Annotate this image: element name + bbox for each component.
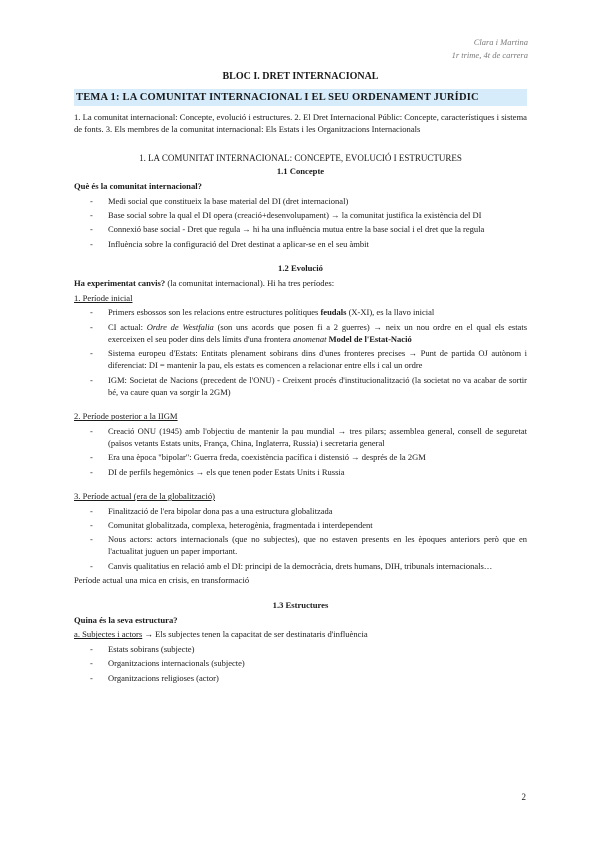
list-item: - Estats sobirans (subjecte) — [90, 643, 195, 654]
list-item: - Comunitat globalitzada, complexa, heterogènia, fragmentada i interdependent — [90, 519, 373, 530]
list-item: - Medi social que constitueix la base material del DI (dret internacional) — [90, 195, 349, 206]
list-item: - Base social sobre la qual el DI opera (creació+desenvolupament) → la comunitat justifica la existència del DI — [90, 209, 482, 220]
period-3-list — [74, 505, 527, 573]
list-item: - Era una època "bipolar": Guerra freda, coexistència pacífica i distensió → després de la 2GM — [90, 452, 426, 463]
list-item: - Influència sobre la configuració del Dret destinat a aplicar-se en el seu àmbit — [90, 238, 369, 249]
estructures-subjectes: a. Subjectes i actors → Els subjectes tenen la capacitat de ser destinataris d'influència — [74, 629, 368, 640]
tema-intro: 1. La comunitat internacional: Concepte, evolució i estructures. 2. El Dret Internacional Públic: Concepte, característiques i sistema de fonts. 3. Els membres de la comunitat internacional: Els Estats i les Organitzacions Internacionals — [74, 111, 527, 135]
list-item: - CI actual: Ordre de Westfalia (son uns acords que posen fi a 2 guerres) → neix un nou ordre en el qual els estats exerceixen el seu poder dins dels límits d'una frontera anomenat Model de l'Estat-Nació — [90, 321, 528, 344]
evolucio-question: Ha experimentat canvis? (la comunitat internacional). Hi ha tres períodes: — [74, 278, 335, 289]
concepte-list — [74, 195, 527, 250]
list-item: - Creació ONU (1945) amb l'objectiu de mantenir la pau mundial → tres pilars; assemblea general, consell de seguretat (països vetants Estats units, França, China, Inglaterra, Russia) i secretaria general — [90, 425, 527, 449]
list-item: - Organitzacions religioses (actor) — [90, 672, 219, 683]
list-item: - Primers esbossos son les relacions entre estructures polítiques feudals (X-XI), es la llavo inicial — [90, 307, 435, 318]
header-authors: Clara i Martina — [473, 37, 528, 47]
period-3-title: 3. Període actual (era de la globalització) — [74, 491, 216, 502]
section-1-title: 1. LA COMUNITAT INTERNACIONAL: CONCEPTE, EVOLUCIÓ I ESTRUCTURES — [139, 152, 462, 163]
tema-title: TEMA 1: LA COMUNITAT INTERNACIONAL I EL SEU ORDENAMENT JURÍDIC — [74, 89, 527, 106]
period-1-title: 1. Període inicial — [74, 292, 133, 303]
list-item: - Canvis qualitatius en relació amb el DI: principi de la democràcia, drets humans, DIH, tribunals internacionals… — [90, 560, 493, 571]
concepte-title: 1.1 Concepte — [276, 165, 325, 176]
evolucio-title: 1.2 Evolució — [278, 262, 323, 273]
page-header — [452, 36, 528, 62]
period-2-title: 2. Període posterior a la IIGM — [74, 411, 178, 422]
list-item: - DI de perfils hegemònics → els que tenen poder Estats Units i Russia — [90, 466, 345, 477]
estructures-question: Quina és la seva estructura? — [74, 615, 178, 625]
estructures-list — [74, 643, 527, 684]
period-1-list — [74, 306, 527, 398]
bloc-title: BLOC I. DRET INTERNACIONAL — [222, 71, 379, 82]
list-item: - Organitzacions internacionals (subjecte) — [90, 658, 245, 669]
concepte-question: Què és la comunitat internacional? — [74, 181, 202, 192]
page-number: 2 — [521, 791, 526, 802]
period-2-list — [74, 425, 527, 478]
period-3-closing: Període actual una mica en crisis, en transformació — [74, 575, 250, 586]
page-content — [74, 70, 527, 686]
list-item: - IGM: Societat de Nacions (precedent de l'ONU) - Creixent procés d'institucionalització (la societat no va acabar de sortir bé, va caure quan va sorgir la 2GM) — [90, 374, 527, 398]
list-item: - Finalització de l'era bipolar dona pas a una estructura globalitzada — [90, 505, 333, 516]
estructures-title: 1.3 Estructures — [272, 599, 329, 610]
list-item: - Connexió base social - Dret que regula → hi ha una influència mutua entre la base social i el dret que la regula — [90, 224, 485, 235]
header-course: 1r trime, 4t de carrera — [451, 49, 528, 60]
list-item: - Sistema europeu d'Estats: Entitats plenament sobirans dins d'unes fronteres precises → Punt de partida OJ autònom i diferenciat: DI = mantenir la pau, els estats es comencen a relacionar entre ells i cal un ordre — [90, 348, 527, 371]
list-item: - Nous actors: actors internacionals (que no subjectes), que no estaven presents en les èpoques anteriors però que en l'actualitat juguen un paper important. — [90, 534, 527, 557]
